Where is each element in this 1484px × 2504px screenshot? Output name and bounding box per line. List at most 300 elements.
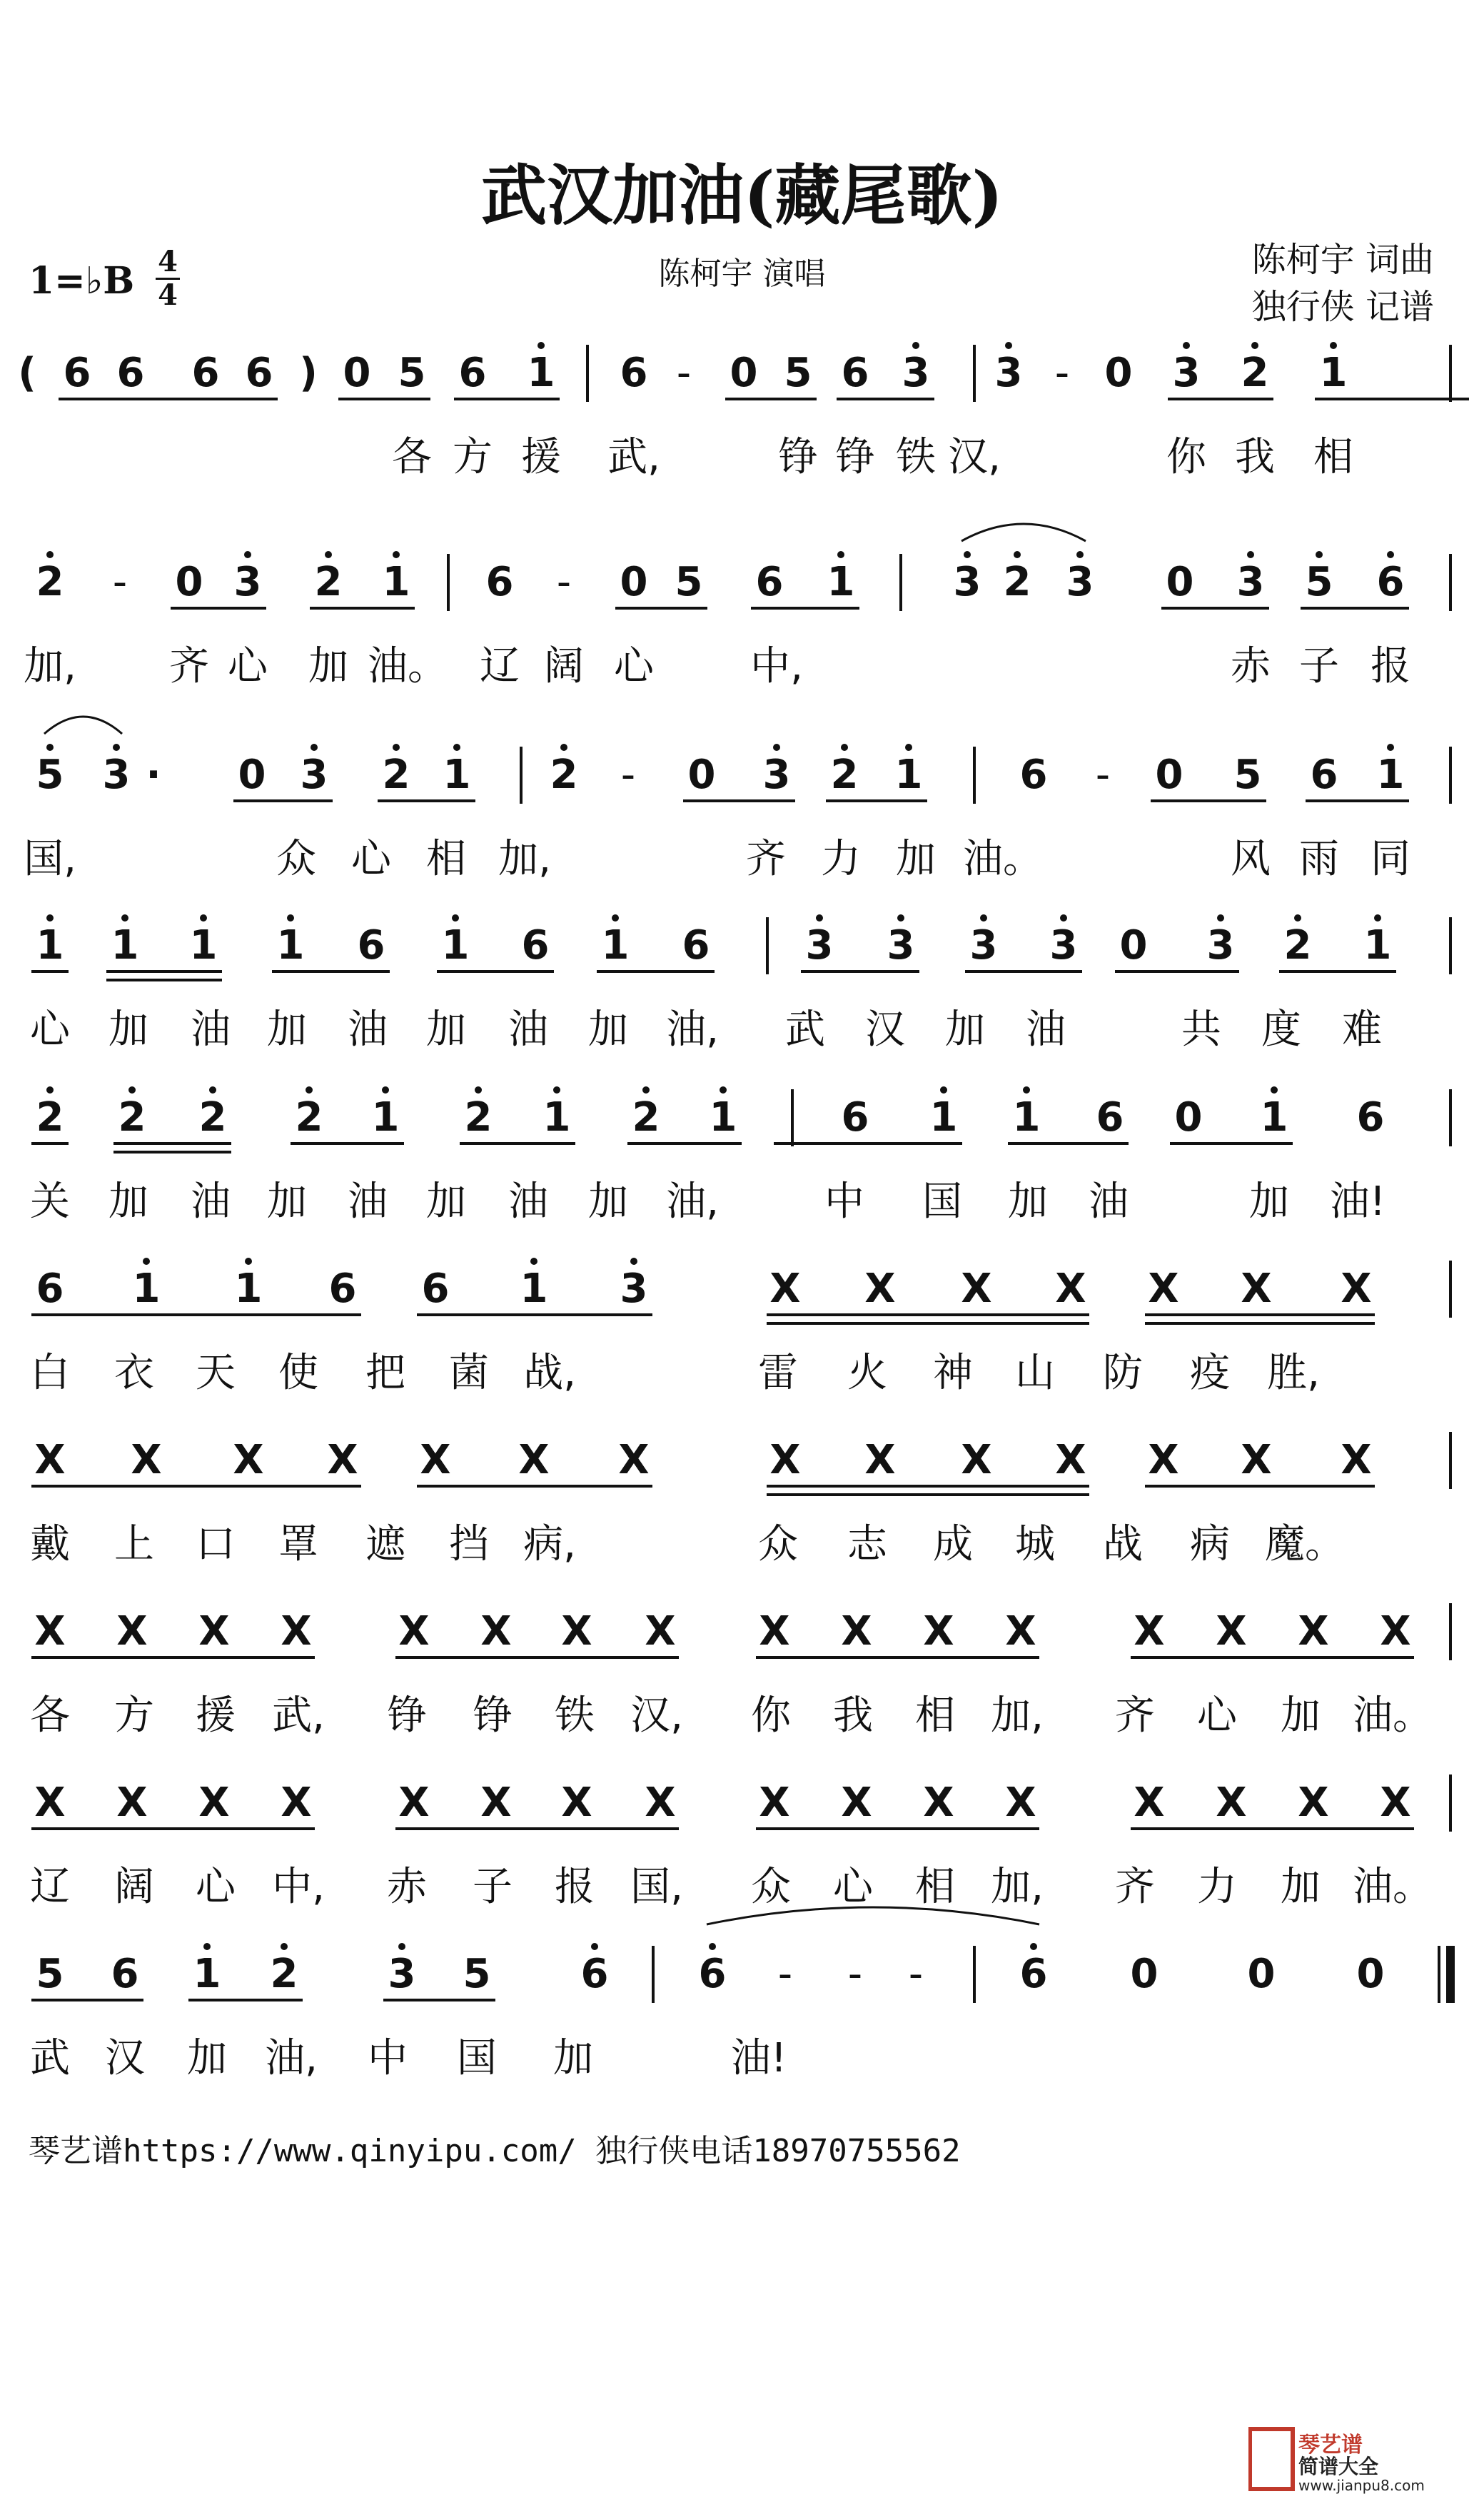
rhythm-underline — [1306, 799, 1409, 802]
lyric-syllable: 国, — [24, 836, 76, 882]
score-system-2 — [0, 559, 1484, 727]
lyric-syllable: 加 — [308, 643, 348, 690]
octave-dot-high — [1005, 342, 1012, 349]
tie-slur — [705, 1897, 1041, 1926]
lyric-syllable: 加 — [553, 2035, 593, 2081]
note: 0 — [1247, 1951, 1276, 1997]
note: X — [645, 1608, 676, 1655]
lyric-syllable: 把 — [365, 1350, 405, 1396]
note: 6 — [1096, 1094, 1124, 1141]
barline — [1449, 1089, 1452, 1146]
lyric-syllable: 汉, — [948, 434, 1001, 480]
singer-credit: 陈柯宇 演唱 — [658, 256, 826, 292]
lyric-syllable: 菌 — [449, 1350, 489, 1396]
rhythm-underline — [837, 1142, 962, 1145]
rhythm-underline — [460, 1142, 575, 1145]
rhythm-underline — [1151, 799, 1266, 802]
sustain-dash: - — [676, 350, 692, 396]
note: X — [327, 1437, 358, 1483]
note: 0 — [1119, 922, 1148, 969]
octave-dot-high — [287, 914, 294, 922]
note: X — [34, 1608, 66, 1655]
octave-dot-high — [128, 1086, 136, 1094]
rhythm-underline — [31, 1313, 361, 1316]
rhythm-underline — [767, 1322, 1089, 1325]
note: X — [841, 1608, 872, 1655]
octave-dot-high — [964, 551, 971, 558]
lyric-syllable: 中 — [824, 1178, 864, 1225]
note: 1 — [542, 1094, 571, 1141]
rhythm-underline — [627, 1142, 742, 1145]
rhythm-underline — [1008, 1142, 1129, 1145]
barline — [973, 1946, 976, 2003]
lyric-syllable: 魔。 — [1265, 1521, 1345, 1567]
rhythm-underline — [801, 970, 919, 973]
note: 2 — [270, 1951, 298, 1997]
lyric-syllable: 油, — [265, 2035, 318, 2081]
sustain-dash: - — [777, 1951, 793, 1997]
note: X — [618, 1437, 650, 1483]
rhythm-underline — [59, 398, 278, 400]
note: 1 — [36, 922, 64, 969]
octave-dot-high — [46, 914, 54, 922]
octave-dot-high — [630, 1258, 637, 1265]
note: X — [1055, 1266, 1086, 1312]
note: 2 — [118, 1094, 146, 1141]
rhythm-underline — [1145, 1313, 1375, 1316]
octave-dot-high — [393, 551, 400, 558]
note: 2 — [36, 1094, 64, 1141]
octave-dot-high — [841, 744, 848, 751]
lyric-syllable: 众 — [276, 836, 316, 882]
lyric-syllable: 关 — [30, 1178, 70, 1225]
lyric-syllable: 油 — [508, 1178, 548, 1225]
octave-dot-high — [1294, 914, 1301, 922]
lyric-syllable: 上 — [114, 1521, 154, 1567]
footer-text: 琴艺谱https://www.qinyipu.com/ 独行侠电话18970755562 — [29, 2133, 961, 2169]
octave-dot-high — [1014, 551, 1021, 558]
note: 0 — [1155, 752, 1183, 798]
time-signature — [156, 245, 180, 312]
octave-dot-high — [530, 1258, 537, 1265]
lyric-syllable: 疫 — [1190, 1350, 1230, 1396]
note: X — [1134, 1779, 1165, 1826]
note: 6 — [116, 350, 145, 396]
lyric-syllable: 加 — [187, 2035, 227, 2081]
final-barline-thin — [1438, 1946, 1440, 2003]
barline — [1449, 345, 1452, 402]
lyric-syllable: 汉 — [105, 2035, 145, 2081]
barline — [791, 1089, 794, 1146]
note: X — [1241, 1266, 1272, 1312]
logo-url-text: www.jianpu8.com — [1298, 2477, 1425, 2494]
lyric-syllable: 油! — [730, 2035, 787, 2081]
note: X — [1005, 1608, 1036, 1655]
note: 5 — [463, 1951, 491, 1997]
lyric-syllable: 齐 — [1115, 1692, 1155, 1739]
note: 2 — [464, 1094, 493, 1141]
lyric-syllable: 援 — [196, 1692, 236, 1739]
rhythm-underline — [1279, 970, 1396, 973]
note: X — [420, 1437, 451, 1483]
note: X — [1005, 1779, 1036, 1826]
note: 0 — [238, 752, 266, 798]
note: X — [1298, 1779, 1329, 1826]
composer-credit: 陈柯宇 词曲 — [1251, 240, 1434, 280]
note: X — [1055, 1437, 1086, 1483]
rhythm-underline — [31, 1827, 315, 1830]
lyric-syllable: 相 — [426, 836, 466, 882]
note: 6 — [485, 559, 514, 605]
note: 5 — [1233, 752, 1262, 798]
rhythm-underline — [767, 1493, 1089, 1496]
note: 1 — [929, 1094, 958, 1141]
rhythm-underline — [751, 607, 859, 610]
rhythm-underline — [31, 1485, 361, 1488]
octave-dot-high — [1251, 342, 1258, 349]
lyric-syllable: 国 — [457, 2035, 497, 2081]
lyric-syllable: 油 — [348, 1178, 388, 1225]
octave-dot-high — [1076, 551, 1084, 558]
lyric-syllable: 中 — [368, 2035, 408, 2081]
note: X — [1148, 1266, 1179, 1312]
note: X — [1241, 1437, 1272, 1483]
lyric-syllable: 使 — [278, 1350, 318, 1396]
note: X — [1216, 1779, 1247, 1826]
note: X — [34, 1437, 66, 1483]
lyric-syllable: 相 — [1313, 434, 1353, 480]
lyric-syllable: 齐 — [169, 643, 209, 690]
octave-dot-high — [912, 342, 919, 349]
barline — [1449, 747, 1452, 804]
note: 2 — [382, 752, 410, 798]
note: 1 — [443, 752, 471, 798]
note: X — [34, 1779, 66, 1826]
tie-slur — [43, 707, 123, 735]
note: 3 — [887, 922, 915, 969]
rhythm-underline — [1315, 398, 1469, 400]
note: 3 — [1206, 922, 1235, 969]
octave-dot-high — [203, 1943, 211, 1950]
lyric-syllable: 衣 — [114, 1350, 154, 1396]
rhythm-underline — [417, 1485, 652, 1488]
note: 1 — [132, 1266, 161, 1312]
octave-dot-high — [1316, 551, 1323, 558]
note: 6 — [36, 1266, 64, 1312]
note: 2 — [36, 559, 64, 605]
note: 2 — [632, 1094, 660, 1141]
final-barline-thick — [1446, 1946, 1455, 2003]
lyric-syllable: 力 — [1197, 1864, 1237, 1910]
note: 5 — [1305, 559, 1333, 605]
barline — [1449, 1432, 1452, 1489]
lyric-syllable: 心 — [614, 643, 654, 690]
note: X — [769, 1437, 801, 1483]
note: 6 — [1019, 1951, 1048, 1997]
rhythm-underline — [615, 607, 707, 610]
lyric-syllable: 报 — [555, 1864, 595, 1910]
lyric-syllable: 铮 — [473, 1692, 513, 1739]
rhythm-underline — [31, 1999, 143, 2001]
rhythm-underline — [31, 1656, 315, 1659]
lyric-syllable: 心 — [351, 836, 391, 882]
lyric-syllable: 油 — [508, 1006, 548, 1053]
note: X — [480, 1608, 512, 1655]
sustain-dash: - — [1054, 350, 1070, 396]
lyric-syllable: 加 — [1281, 1692, 1321, 1739]
logo-site-name: 简谱大全 — [1298, 2455, 1379, 2478]
octave-dot-high — [245, 1258, 252, 1265]
note: X — [1134, 1608, 1165, 1655]
watermark-logo — [1248, 2423, 1455, 2495]
lyric-syllable: 我 — [833, 1692, 873, 1739]
octave-dot-high — [46, 551, 54, 558]
sustain-dash: - — [1095, 752, 1111, 798]
lyric-syllable: 子 — [473, 1864, 513, 1910]
lyric-syllable: 战 — [1103, 1521, 1143, 1567]
lyric-syllable: 武, — [272, 1692, 325, 1739]
note: 1 — [1376, 752, 1405, 798]
note: X — [923, 1779, 954, 1826]
rhythm-underline — [1301, 607, 1409, 610]
lyric-syllable: 众 — [751, 1864, 791, 1910]
octave-dot-high — [393, 744, 400, 751]
note: 2 — [1283, 922, 1312, 969]
note: 1 — [371, 1094, 400, 1141]
lyric-syllable: 油。 — [1353, 1864, 1433, 1910]
note: 3 — [233, 559, 262, 605]
lyric-syllable: 油, — [666, 1006, 719, 1053]
lyric-syllable: 难 — [1342, 1006, 1382, 1053]
note: 6 — [698, 1951, 727, 1997]
lyric-syllable: 赤 — [1231, 643, 1271, 690]
lyric-syllable: 铁 — [896, 434, 936, 480]
rhythm-underline — [291, 1142, 404, 1145]
rhythm-underline — [188, 1999, 303, 2001]
octave-dot-high — [642, 1086, 650, 1094]
rhythm-underline — [756, 1827, 1039, 1830]
time-signature-top: 4 — [158, 245, 178, 278]
note: 6 — [580, 1951, 609, 1997]
lyric-syllable: 齐 — [746, 836, 786, 882]
bracket: ) — [299, 350, 318, 396]
lyric-syllable: 各 — [30, 1692, 70, 1739]
note: 5 — [36, 1951, 64, 1997]
note: 6 — [521, 922, 550, 969]
note: 1 — [709, 1094, 737, 1141]
barline — [586, 345, 589, 402]
lyric-syllable: 心 — [833, 1864, 873, 1910]
note: 1 — [276, 922, 305, 969]
octave-dot-high — [200, 914, 207, 922]
barline — [973, 747, 976, 804]
note: X — [116, 1608, 148, 1655]
note: 3 — [762, 752, 791, 798]
note: 0 — [343, 350, 371, 396]
lyric-syllable: 心 — [228, 643, 268, 690]
barline — [1449, 1261, 1452, 1318]
rhythm-underline — [106, 970, 222, 973]
lyric-syllable: 度 — [1261, 1006, 1301, 1053]
lyric-syllable: 共 — [1181, 1006, 1221, 1053]
lyric-syllable: 加 — [1249, 1178, 1289, 1225]
rhythm-underline — [378, 799, 475, 802]
lyric-syllable: 方 — [114, 1692, 154, 1739]
lyric-syllable: 心 — [30, 1006, 70, 1053]
transcriber-credit: 独行侠 记谱 — [1251, 287, 1434, 327]
note: 3 — [805, 922, 834, 969]
lyric-syllable: 相 — [915, 1692, 955, 1739]
rhythm-underline — [233, 799, 333, 802]
octave-dot-high — [1330, 342, 1337, 349]
key-signature: 1=♭B — [29, 259, 135, 303]
octave-dot-high — [1030, 1943, 1037, 1950]
note: 2 — [198, 1094, 227, 1141]
note: X — [198, 1608, 230, 1655]
lyric-syllable: 汉, — [630, 1692, 683, 1739]
lyric-syllable: 加 — [1008, 1178, 1048, 1225]
rhythm-underline — [272, 970, 390, 973]
lyric-syllable: 加, — [498, 836, 551, 882]
sustain-dash: - — [112, 559, 128, 605]
lyric-syllable: 国 — [922, 1178, 962, 1225]
lyric-syllable: 油 — [1089, 1178, 1129, 1225]
lyric-syllable: 加 — [426, 1178, 466, 1225]
note: 1 — [520, 1266, 548, 1312]
octave-dot-high — [46, 744, 54, 751]
barline — [766, 917, 769, 974]
rhythm-underline — [383, 1999, 495, 2001]
note: 6 — [458, 350, 487, 396]
note: X — [480, 1779, 512, 1826]
lyric-syllable: 天 — [196, 1350, 236, 1396]
note: X — [561, 1608, 592, 1655]
note: 6 — [63, 350, 91, 396]
octave-dot-high — [143, 1258, 150, 1265]
note: X — [518, 1437, 550, 1483]
lyric-syllable: 白 — [30, 1350, 70, 1396]
lyric-syllable: 加 — [108, 1006, 148, 1053]
rhythm-underline — [826, 799, 927, 802]
logo-frame — [1250, 2429, 1293, 2489]
note: 0 — [1130, 1951, 1159, 1997]
lyric-syllable: 武, — [607, 434, 660, 480]
lyric-syllable: 病 — [1190, 1521, 1230, 1567]
sustain-dash: - — [620, 752, 636, 798]
octave-dot-high — [113, 744, 120, 751]
note: 6 — [620, 350, 648, 396]
lyric-syllable: 成 — [933, 1521, 973, 1567]
note: X — [116, 1779, 148, 1826]
rhythm-underline — [1161, 607, 1269, 610]
lyric-syllable: 加 — [267, 1178, 307, 1225]
note: 0 — [1166, 559, 1194, 605]
lyric-syllable: 加 — [588, 1178, 628, 1225]
lyric-syllable: 加 — [588, 1006, 628, 1053]
note: 6 — [191, 350, 220, 396]
lyric-syllable: 油! — [1329, 1178, 1386, 1225]
octave-dot-high — [940, 1086, 947, 1094]
lyric-syllable: 油 — [1026, 1006, 1066, 1053]
rhythm-underline — [395, 1827, 679, 1830]
lyric-syllable: 雨 — [1299, 836, 1339, 882]
lyric-syllable: 口 — [196, 1521, 236, 1567]
rhythm-underline — [1145, 1485, 1375, 1488]
barline — [447, 554, 450, 611]
note: 3 — [902, 350, 930, 396]
rhythm-underline — [454, 398, 560, 400]
lyric-syllable: 战, — [523, 1350, 576, 1396]
note: 1 — [527, 350, 555, 396]
note: · — [146, 752, 161, 798]
octave-dot-high — [816, 914, 823, 922]
octave-dot-high — [560, 744, 567, 751]
note: 3 — [1049, 922, 1078, 969]
lyric-syllable: 汉 — [865, 1006, 905, 1053]
lyric-syllable: 铁 — [555, 1692, 595, 1739]
barline — [973, 345, 976, 402]
note: 3 — [388, 1951, 416, 1997]
lyric-syllable: 加 — [945, 1006, 985, 1053]
octave-dot-high — [1271, 1086, 1278, 1094]
note: 1 — [111, 922, 139, 969]
rhythm-underline — [965, 970, 1082, 973]
lyric-syllable: 武 — [785, 1006, 825, 1053]
octave-dot-high — [591, 1943, 598, 1950]
octave-dot-high — [897, 914, 904, 922]
barline — [1449, 554, 1452, 611]
note: 1 — [189, 922, 218, 969]
lyric-syllable: 辽 — [30, 1864, 70, 1910]
rhythm-underline — [113, 1151, 231, 1153]
note: 6 — [682, 922, 710, 969]
note: X — [769, 1266, 801, 1312]
lyric-syllable: 赤 — [387, 1864, 427, 1910]
rhythm-underline — [417, 1313, 652, 1316]
octave-dot-high — [773, 744, 780, 751]
lyric-syllable: 加 — [108, 1178, 148, 1225]
octave-dot-high — [980, 914, 987, 922]
note: X — [1148, 1437, 1179, 1483]
note: 6 — [1376, 559, 1405, 605]
lyric-syllable: 加, — [991, 1864, 1044, 1910]
note: X — [1298, 1608, 1329, 1655]
lyric-syllable: 胜, — [1267, 1350, 1320, 1396]
score-system-10 — [0, 1951, 1484, 2119]
rhythm-underline — [1115, 970, 1239, 973]
lyric-syllable: 众 — [758, 1521, 798, 1567]
rhythm-underline — [106, 979, 222, 981]
score-system-4 — [0, 922, 1484, 1090]
note: 0 — [730, 350, 758, 396]
lyric-syllable: 油 — [191, 1178, 231, 1225]
lyric-syllable: 罩 — [278, 1521, 318, 1567]
lyric-syllable: 阔 — [544, 643, 584, 690]
lyric-syllable: 阔 — [114, 1864, 154, 1910]
octave-dot-high — [1247, 551, 1254, 558]
lyric-syllable: 油。 — [368, 643, 448, 690]
octave-dot-high — [281, 1943, 288, 1950]
note: 0 — [687, 752, 716, 798]
octave-dot-high — [398, 1943, 405, 1950]
score-system-7 — [0, 1437, 1484, 1605]
octave-dot-high — [244, 551, 251, 558]
sustain-dash: - — [908, 1951, 924, 1997]
barline — [1449, 1774, 1452, 1832]
score-system-1 — [0, 350, 1484, 518]
note: X — [864, 1437, 896, 1483]
rhythm-underline — [1145, 1322, 1375, 1325]
